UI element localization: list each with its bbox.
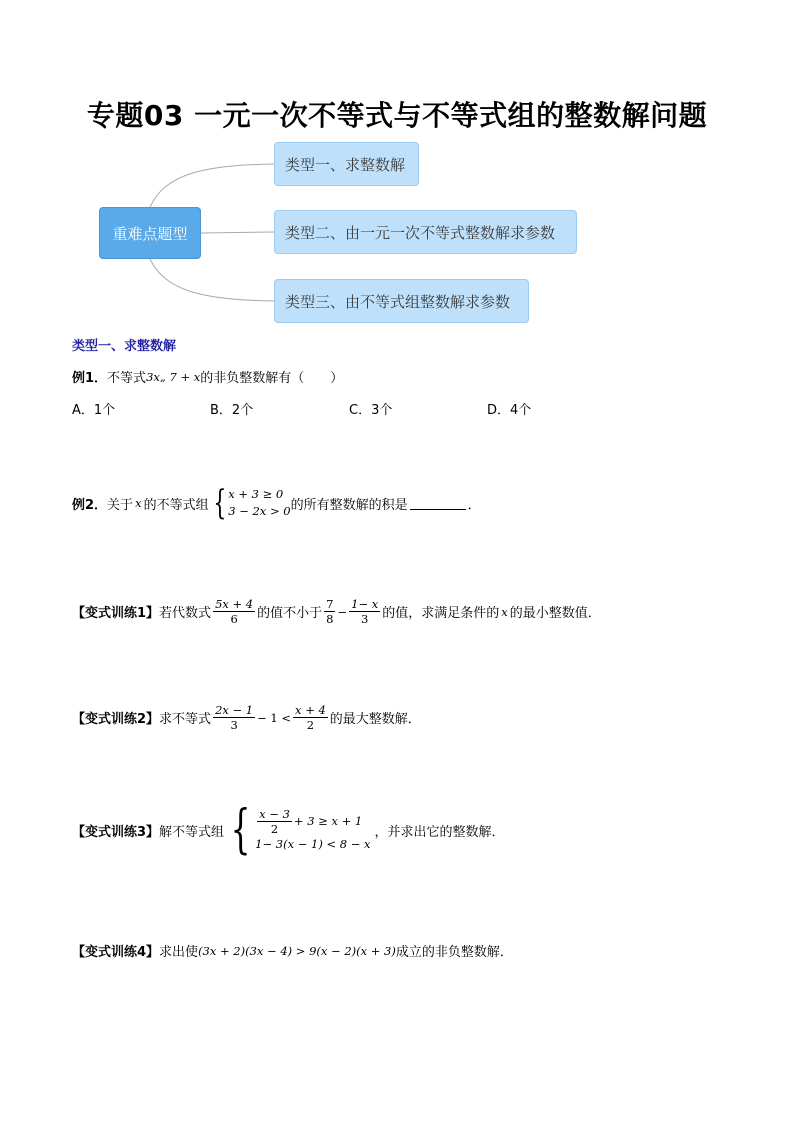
- example-1-post: 的非负整数解有（ ）: [200, 371, 344, 386]
- example-2-label: 例2．: [72, 497, 108, 513]
- option-b: B．2个: [210, 403, 254, 418]
- variant-1-var: x: [501, 604, 508, 619]
- variant-4-label: 【变式训练4】: [72, 945, 160, 960]
- variant-4-expr: (3x + 2)(3x − 4) > 9(x − 2)(x + 3): [198, 943, 396, 958]
- fraction-2: [293, 703, 328, 732]
- fraction-2-den: 2: [306, 718, 315, 732]
- system-row-1-rest: + 3 ≥ x + 1: [293, 814, 363, 828]
- mindmap-node-type-2: 类型二、由一元一次不等式整数解求参数: [274, 210, 577, 254]
- fraction-1: [213, 597, 255, 626]
- mindmap-root: 重难点题型: [99, 207, 201, 259]
- system-row-1: [255, 807, 370, 836]
- variant-4-post: 成立的非负整数解．: [395, 945, 513, 960]
- variant-1: [72, 597, 601, 626]
- option-d: D．4个: [487, 403, 532, 418]
- variant-2: [72, 703, 421, 732]
- variant-3: [72, 800, 505, 860]
- answer-blank: [410, 497, 466, 510]
- fraction-3-num: 1− x: [351, 597, 379, 611]
- variant-1-end: 的最小整数值．: [509, 606, 601, 621]
- mindmap-node-type-3: 类型三、由不等式组整数解求参数: [274, 279, 529, 323]
- fraction-1-num: 2x − 1: [215, 703, 254, 717]
- system-fraction: [257, 807, 292, 836]
- system-row-1: x + 3 ≥ 0: [228, 487, 284, 501]
- example-1-expr: 3x„ 7 + x: [146, 369, 201, 384]
- variant-1-mid: 的值不小于: [257, 606, 323, 621]
- example-2-mid: 的不等式组: [143, 497, 209, 513]
- variant-4-pre: 求出使: [159, 945, 199, 960]
- variant-2-pre: 求不等式: [159, 712, 212, 727]
- example-1-label: 例1．: [72, 371, 108, 386]
- connector-type-1: [150, 164, 274, 207]
- left-brace: {: [212, 483, 226, 523]
- fraction-1: [213, 703, 255, 732]
- system-fraction-den: 2: [270, 822, 279, 836]
- fraction-2: [324, 597, 335, 626]
- page-title: 专题03 一元一次不等式与不等式组的整数解问题: [86, 99, 708, 132]
- variant-2-post: 的最大整数解．: [329, 712, 421, 727]
- fraction-1-den: 3: [230, 718, 238, 732]
- example-1-pre: 不等式: [107, 371, 147, 386]
- fraction-1-den: 6: [230, 612, 238, 626]
- example-1: [72, 367, 343, 386]
- variant-4: [72, 941, 513, 960]
- minus-sign: −: [337, 604, 348, 619]
- variant-2-label: 【变式训练2】: [72, 712, 160, 727]
- variant-1-post: 的值，求满足条件的: [382, 606, 500, 621]
- inequality-system: [228, 486, 290, 520]
- left-brace: {: [230, 800, 251, 860]
- mindmap-node-type-1: 类型一、求整数解: [274, 142, 419, 186]
- fraction-2-den: 8: [326, 612, 334, 626]
- variant-3-post: ，并求出它的整数解．: [374, 824, 505, 840]
- option-c: C．3个: [349, 403, 393, 418]
- variant-3-label: 【变式训练3】: [72, 824, 160, 840]
- variant-1-label: 【变式训练1】: [72, 606, 160, 621]
- fraction-2-num: x + 4: [295, 703, 326, 717]
- variant-1-pre: 若代数式: [159, 606, 212, 621]
- example-2: [72, 483, 481, 523]
- fraction-2-num: 7: [326, 597, 334, 611]
- example-2-var: x: [135, 496, 142, 510]
- fraction-3: [349, 597, 380, 626]
- system-row-2: 3 − 2x > 0: [228, 504, 291, 518]
- system-row-2: 1− 3(x − 1) < 8 − x: [255, 837, 371, 851]
- example-2-end: ．: [467, 497, 481, 513]
- connector-type-3: [150, 259, 274, 301]
- fraction-1-num: 5x + 4: [215, 597, 254, 611]
- variant-3-pre: 解不等式组: [159, 824, 225, 840]
- section-heading: 类型一、求整数解: [72, 339, 177, 354]
- example-2-pre: 关于: [107, 497, 134, 513]
- example-2-post: 的所有整数解的积是: [290, 497, 408, 513]
- inequality-system: [255, 807, 370, 853]
- option-a: A．1个: [72, 403, 116, 418]
- fraction-3-den: 3: [361, 612, 369, 626]
- variant-2-mid: − 1 <: [257, 710, 292, 725]
- system-fraction-num: x − 3: [259, 807, 290, 821]
- connector-type-2: [201, 232, 274, 233]
